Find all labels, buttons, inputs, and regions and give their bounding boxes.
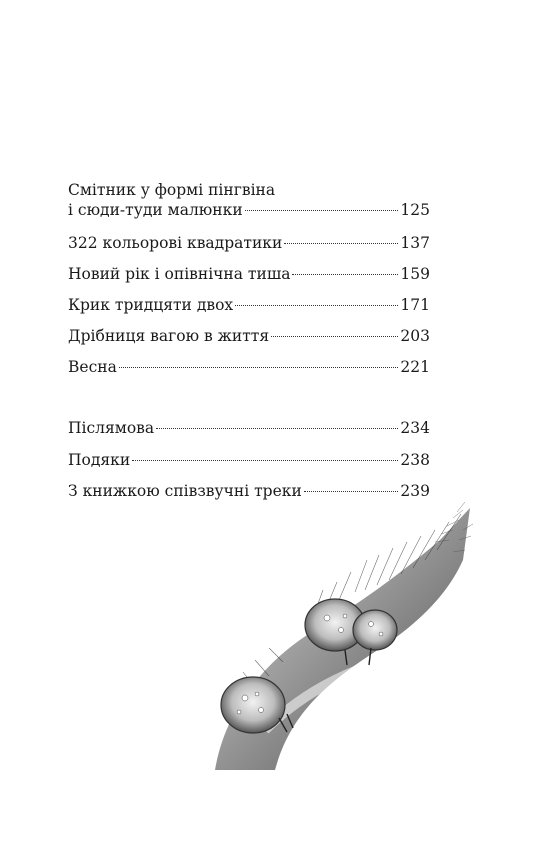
- toc-entry-title: Дрібниця вагою в життя: [68, 327, 270, 345]
- toc-page-number: 137: [400, 234, 430, 252]
- pencil-sketch-trees-illustration: [195, 500, 485, 800]
- dot-leader: [304, 491, 399, 492]
- toc-page-number: 203: [400, 327, 430, 345]
- toc-page-number: 171: [400, 296, 430, 314]
- toc-entry: [68, 295, 430, 315]
- dot-leader: [284, 243, 398, 244]
- toc-entry: [68, 233, 430, 253]
- dot-leader: [119, 367, 399, 368]
- toc-entry-title: Новий рік і опівнічна тиша: [68, 265, 291, 283]
- dot-leader: [132, 460, 398, 461]
- toc-entry-title: Крик тридцяти двох: [68, 296, 234, 314]
- toc-entry-title: Подяки: [68, 451, 131, 469]
- toc-entry-title: Післямова: [68, 419, 155, 437]
- dot-leader: [235, 305, 398, 306]
- toc-entry: [68, 326, 430, 346]
- toc-entry: [68, 450, 430, 470]
- toc-page-number: 159: [400, 265, 430, 283]
- toc-page-number: 125: [400, 201, 430, 219]
- toc-entry-title: 322 кольорові квадратики: [68, 234, 283, 252]
- toc-page-number: 221: [400, 358, 430, 376]
- dot-leader: [156, 428, 398, 429]
- toc-entry-title: і сюди-туди малюнки: [68, 201, 243, 219]
- toc-entry-title: З книжкою співзвучні треки: [68, 482, 302, 500]
- toc-entry: [68, 180, 430, 220]
- toc-page-number: 238: [400, 451, 430, 469]
- toc-entry: [68, 481, 430, 501]
- dot-leader: [271, 336, 398, 337]
- toc-entry: [68, 357, 430, 377]
- dot-leader: [292, 274, 398, 275]
- toc-page-number: 239: [400, 482, 430, 500]
- dot-leader: [245, 210, 399, 211]
- toc-entry: [68, 264, 430, 284]
- toc-entry: [68, 418, 430, 438]
- toc-entry-title: Весна: [68, 358, 117, 376]
- toc-entry-title-line1: Смітник у формі пінгвіна: [68, 181, 276, 199]
- toc-page-number: 234: [400, 419, 430, 437]
